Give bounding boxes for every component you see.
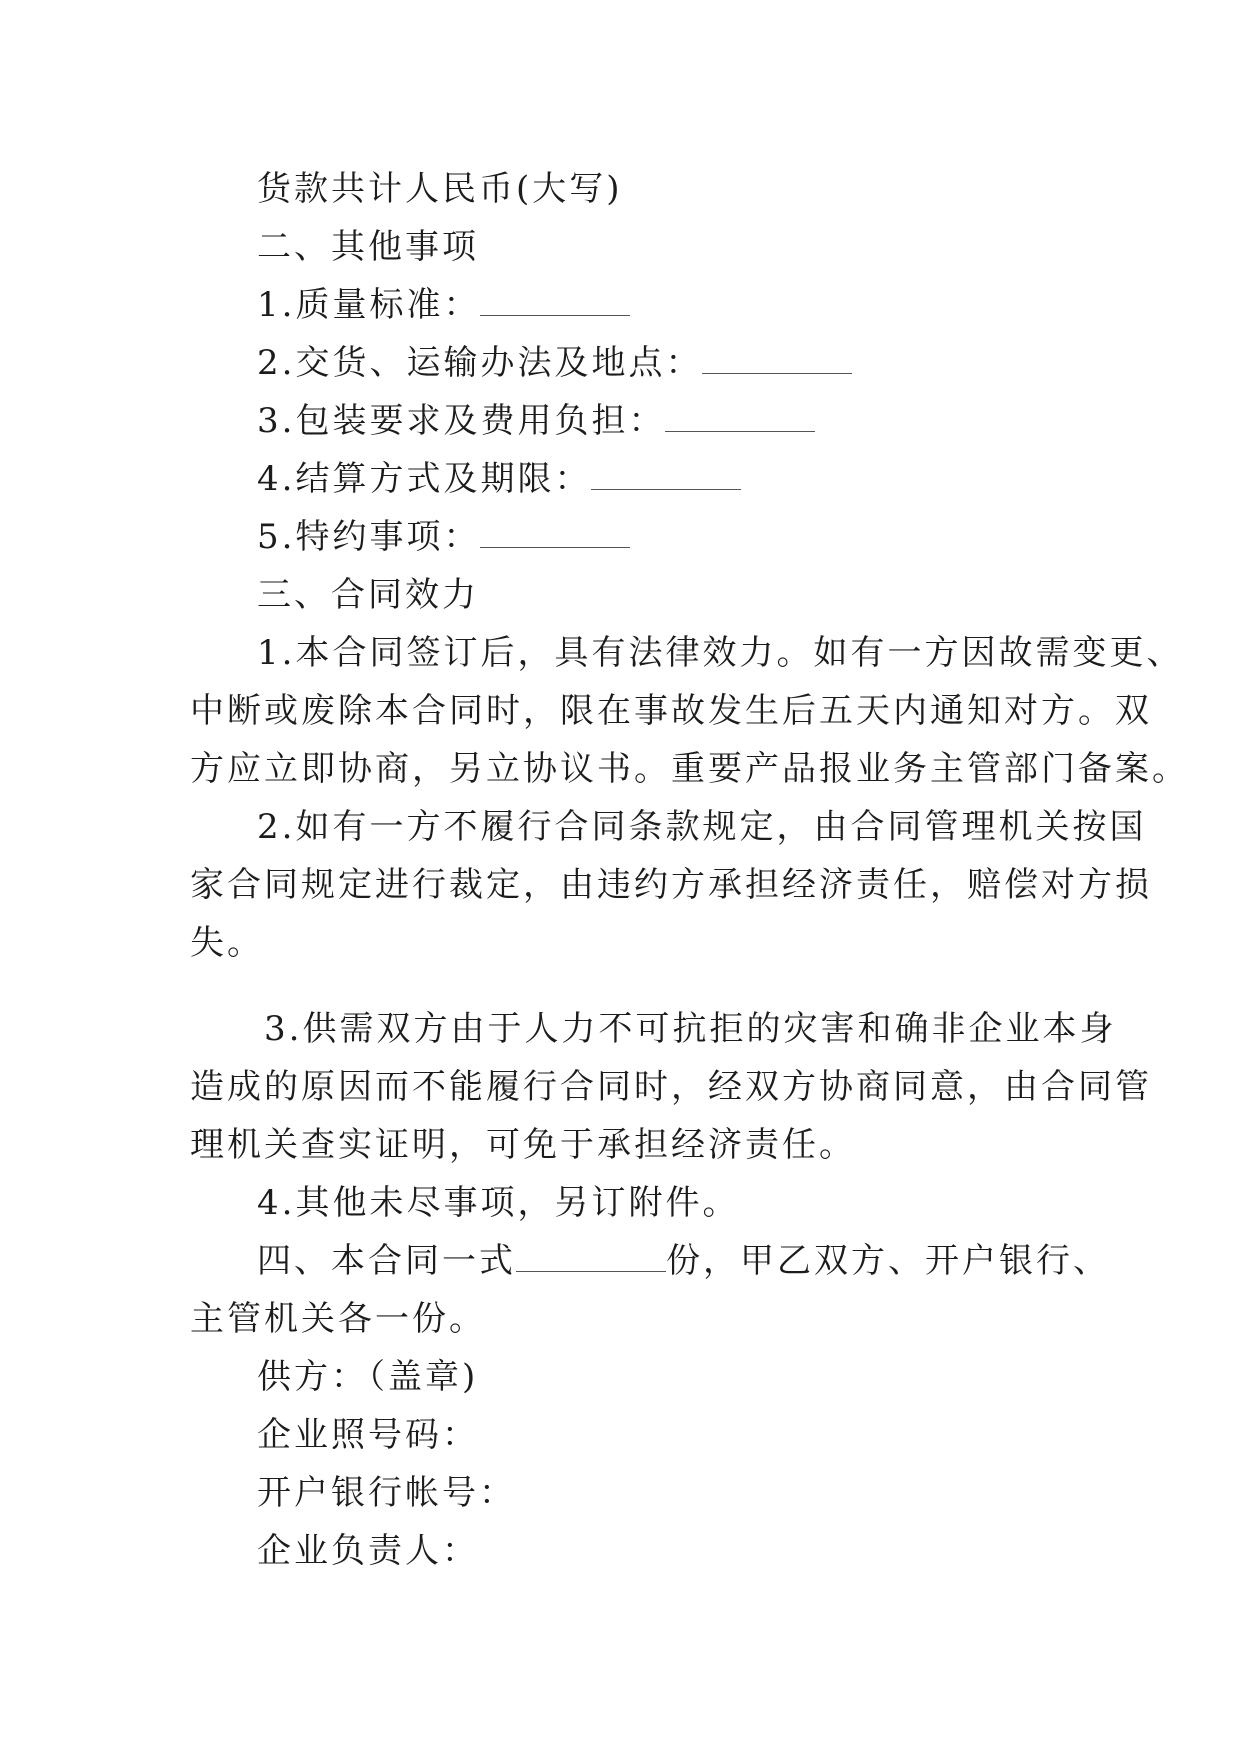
text: 家合同规定进行裁定，由违约方承担经济责任，赔偿对方损 xyxy=(190,865,1152,905)
paragraph-line xyxy=(190,914,1060,972)
text: 二、其他事项 xyxy=(257,227,479,267)
paragraph-line xyxy=(190,740,1189,798)
total-amount-line xyxy=(190,160,1060,218)
fill-in-blank xyxy=(665,401,815,432)
text: 1.本合同签订后，具有法律效力。如有一方因故需变更、 xyxy=(257,633,1184,673)
text: 四、本合同一式 xyxy=(257,1241,516,1281)
paragraph-line xyxy=(190,624,1184,682)
document-body xyxy=(190,160,1189,1580)
text: 三、合同效力 xyxy=(257,575,479,615)
business-license-line xyxy=(190,1406,1060,1464)
paragraph-line xyxy=(190,1290,1060,1348)
text: 3.供需双方由于人力不可抗拒的灾害和确非企业本身 xyxy=(264,1009,1117,1049)
fill-in-blank xyxy=(591,459,741,490)
settlement-method-line xyxy=(190,450,1060,508)
text: 方应立即协商，另立协议书。重要产品报业务主管部门备案。 xyxy=(190,749,1189,789)
fill-in-blank xyxy=(480,285,630,316)
text: 4.其他未尽事项，另订附件。 xyxy=(257,1183,740,1223)
paragraph-gap xyxy=(190,972,1060,1000)
company-representative-line xyxy=(190,1522,1060,1580)
fill-in-blank xyxy=(480,517,630,548)
text: 2.如有一方不履行合同条款规定，由合同管理机关按国 xyxy=(257,807,1147,847)
fill-in-blank xyxy=(516,1241,666,1272)
text: 份，甲乙双方、开户银行、 xyxy=(666,1241,1110,1281)
text: 主管机关各一份。 xyxy=(190,1299,486,1339)
paragraph-line xyxy=(190,1116,1060,1174)
text: 1.质量标准： xyxy=(257,285,481,325)
fill-in-blank xyxy=(702,343,852,374)
copies-line xyxy=(190,1232,1110,1290)
delivery-transport-line xyxy=(190,334,1060,392)
section-heading-contract-validity xyxy=(190,566,1060,624)
packaging-cost-line xyxy=(190,392,1060,450)
text: 2.交货、运输办法及地点： xyxy=(257,343,703,383)
text: 开户银行帐号： xyxy=(257,1473,516,1513)
paragraph-line xyxy=(190,798,1147,856)
text: 造成的原因而不能履行合同时，经双方协商同意，由合同管 xyxy=(190,1067,1152,1107)
text: 3.包装要求及费用负担： xyxy=(257,401,666,441)
text: 失。 xyxy=(190,923,264,963)
paragraph-line xyxy=(190,1174,1060,1232)
text: 货款共计人民币(大写) xyxy=(257,169,623,209)
section-heading-other-matters xyxy=(190,218,1060,276)
text: 供方：（盖章) xyxy=(257,1357,479,1397)
special-terms-line xyxy=(190,508,1060,566)
text: 企业照号码： xyxy=(257,1415,479,1455)
text: 理机关查实证明，可免于承担经济责任。 xyxy=(190,1125,856,1165)
quality-standard-line xyxy=(190,276,1060,334)
supplier-seal-line xyxy=(190,1348,1060,1406)
text: 4.结算方式及期限： xyxy=(257,459,592,499)
text: 5.特约事项： xyxy=(257,517,481,557)
text: 企业负责人： xyxy=(257,1531,479,1571)
paragraph-line xyxy=(190,1058,1152,1116)
paragraph-line xyxy=(190,1000,1117,1058)
paragraph-line xyxy=(190,856,1152,914)
paragraph-line xyxy=(190,682,1152,740)
text: 中断或废除本合同时，限在事故发生后五天内通知对方。双 xyxy=(190,691,1152,731)
bank-account-line xyxy=(190,1464,1060,1522)
